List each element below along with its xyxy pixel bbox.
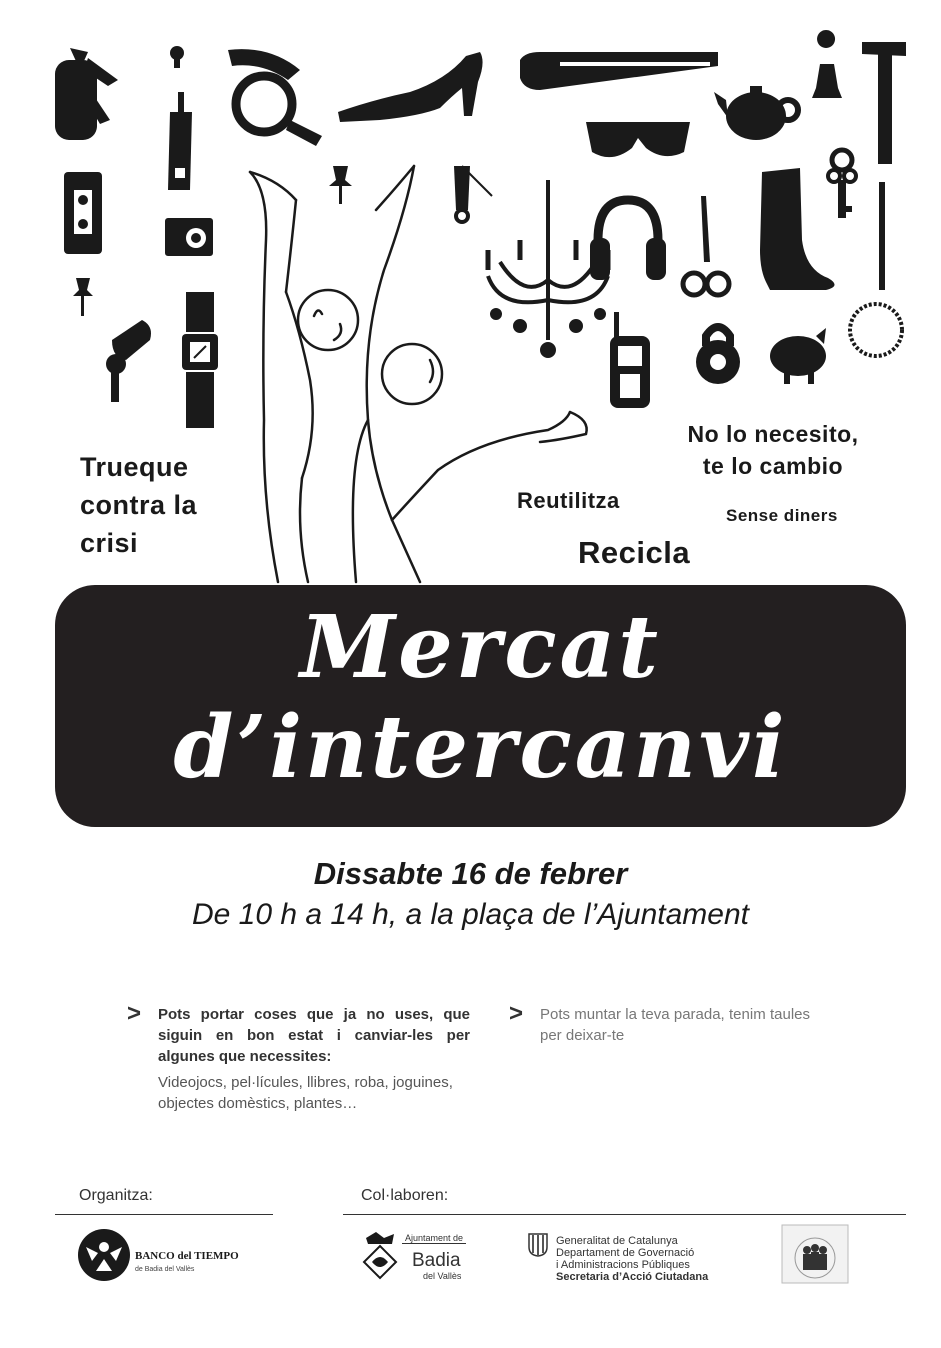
slogan-recicla: Recicla [578,535,691,570]
slogan-trueque-line-1: Trueque [80,452,189,482]
headphones-icon [590,200,666,280]
slogan-necesito-line-2: te lo cambio [702,453,844,479]
info-item-stall: Pots muntar la teva parada, tenim taules per deixar-te [540,1006,810,1044]
bracelet-icon [850,304,902,356]
slogan-sense-diners: Sense diners [726,506,838,525]
divider [55,1214,273,1215]
divider [343,1214,906,1215]
banco-del-tiempo-subtitle: de Badia del Vallès [135,1266,195,1273]
saw-icon [168,92,192,190]
association-logo-icon [781,1224,849,1284]
boot-icon [760,168,835,290]
generalitat-line-2: Departament de Governació [556,1247,695,1259]
teapot-icon [714,86,798,140]
slogan-necesito [663,418,883,482]
ajuntament-badia-label: Badia [412,1250,461,1271]
event-time: De 10 h a 14 h, a la plaça de l’Ajuntament [191,898,750,931]
organitza-label: Organitza: [79,1187,153,1204]
slogan-necesito-line-1: No lo necesito, [687,421,859,447]
mobile-phone-icon [610,312,650,408]
pencil-icon [879,182,885,290]
slogan-trueque-line-2: contra la [80,490,198,520]
chevron-right-icon: > [127,1000,142,1027]
generalitat-line-3: i Administracions Públiques [556,1259,690,1271]
banco-del-tiempo-name: BANCO del TIEMPO [135,1250,239,1262]
slogan-reutilitza: Reutilitza [517,488,620,513]
wristwatch-icon [182,292,218,428]
banner-title-line-1: Mercat [299,597,662,698]
screwdriver-icon [170,46,184,68]
banner-title-line-2: d’intercanvi [173,697,788,798]
chevron-right-icon: > [509,1000,524,1027]
safety-pin-icon [454,166,492,222]
sunglasses-icon [586,122,690,157]
camera-icon [165,218,213,256]
generalitat-emblem-icon [528,1233,548,1257]
event-date: Dissabte 16 de febrer [313,856,628,891]
key-icon [828,150,856,218]
high-heel-icon [338,52,483,122]
generalitat-line-4: Secretaria d’Acció Ciutadana [556,1271,709,1283]
generalitat-line-1: Generalitat de Catalunya [556,1235,678,1247]
dancing-figures [250,166,587,582]
badia-coat-of-arms-icon [362,1230,398,1282]
scissors-icon [683,196,729,295]
car-key-icon [106,320,151,402]
cassette-icon [64,172,102,254]
piggy-bank-icon [770,328,826,384]
ajuntament-valles-label: del Vallès [423,1271,462,1281]
colaboren-label: Col·laboren: [361,1187,449,1204]
chess-pawn-icon [812,30,842,98]
banco-del-tiempo-logo-icon [76,1227,132,1283]
swiss-knife-icon [55,48,118,140]
comb-icon [520,52,718,90]
info-item-bring-things: Pots portar coses que ja no uses, que siguin en bon estat i canviar-les per algunes que necessites: [158,1006,470,1065]
french-horn-icon [228,49,322,146]
padlock-icon [696,327,740,384]
slogan-trueque-line-3: crisi [80,528,139,558]
info-item-examples: Videojocs, pel·lícules, llibres, roba, joguines, objectes domèstics, plantes… [158,1074,453,1112]
slogan-trueque [80,448,197,562]
ajuntament-de-label: Ajuntament de [402,1233,466,1244]
hammer-icon [862,42,906,164]
title-banner [55,585,906,827]
